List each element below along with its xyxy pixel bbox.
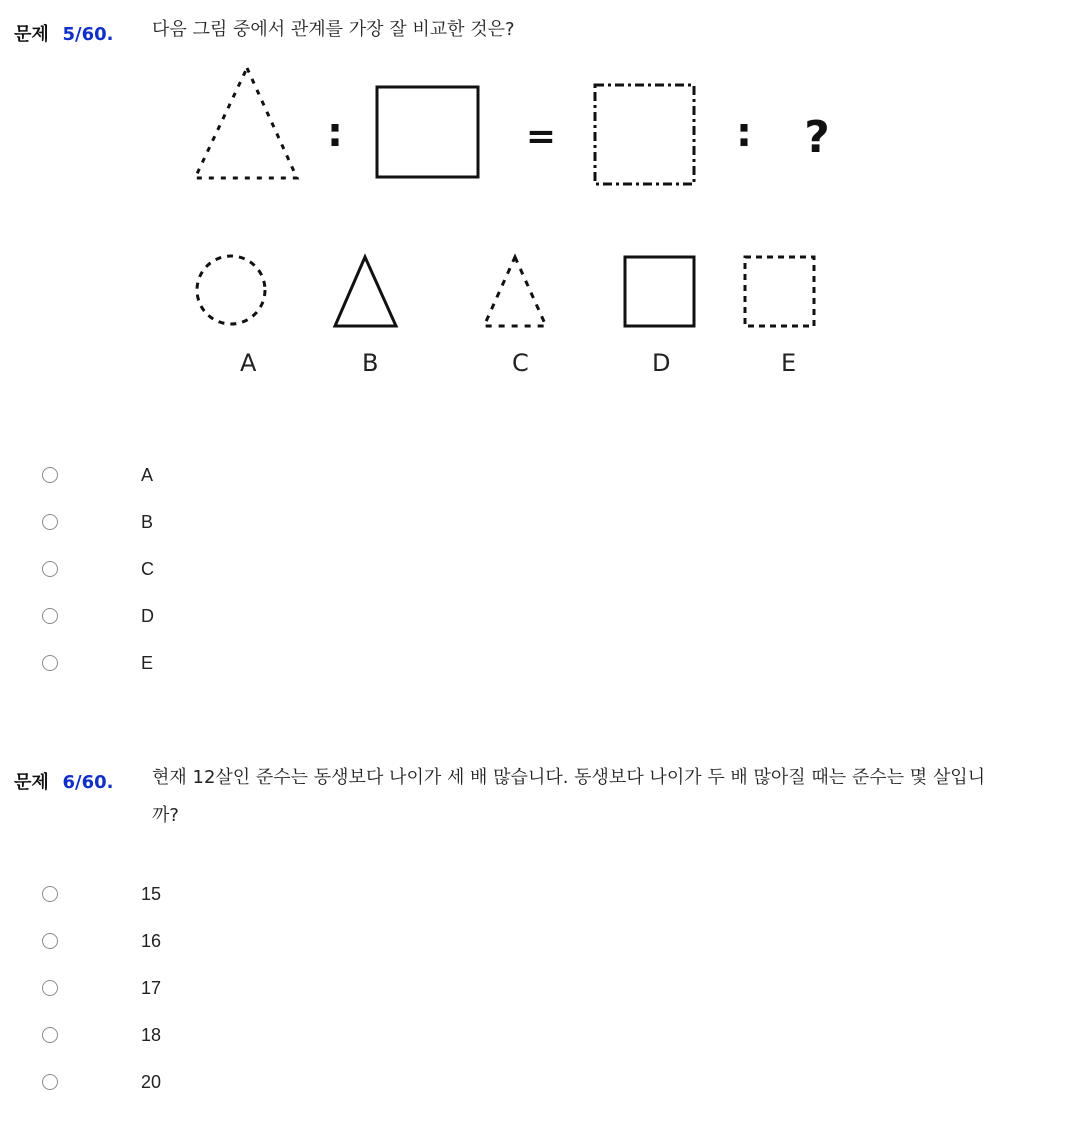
radio-button[interactable] xyxy=(42,608,58,624)
option-label[interactable]: 17 xyxy=(141,978,162,998)
solid-square-large xyxy=(377,87,478,177)
solid-triangle xyxy=(335,257,396,326)
figure-label-c: C xyxy=(512,349,529,377)
q6-option-16[interactable] xyxy=(0,933,600,969)
question-5-header xyxy=(14,20,114,46)
option-label[interactable]: D xyxy=(141,606,154,626)
radio-button[interactable] xyxy=(42,514,58,530)
question-label: 문제 xyxy=(14,24,49,45)
figure-label-b: B xyxy=(362,349,379,377)
option-label[interactable]: 20 xyxy=(141,1072,162,1092)
radio-button[interactable] xyxy=(42,980,58,996)
dashed-triangle-small xyxy=(484,257,546,326)
q6-option-18[interactable] xyxy=(0,1027,600,1063)
q6-option-15[interactable] xyxy=(0,886,600,922)
option-label[interactable]: 16 xyxy=(141,931,162,951)
radio-button[interactable] xyxy=(42,1027,58,1043)
option-label[interactable]: E xyxy=(141,653,154,673)
option-label[interactable]: 15 xyxy=(141,884,162,904)
q5-option-a[interactable] xyxy=(0,467,600,503)
option-label[interactable]: C xyxy=(141,559,154,579)
question-6-text-line2: 까? xyxy=(152,805,179,826)
dashed-square-small xyxy=(745,257,814,326)
q5-option-e[interactable] xyxy=(0,655,600,691)
colon-symbol: : xyxy=(327,110,343,156)
option-label[interactable]: 18 xyxy=(141,1025,162,1045)
option-label[interactable]: A xyxy=(141,465,154,485)
solid-square-small xyxy=(625,257,694,326)
question-6-header xyxy=(14,768,114,794)
radio-button[interactable] xyxy=(42,467,58,483)
colon-symbol-2: : xyxy=(736,110,752,156)
q5-option-b[interactable] xyxy=(0,514,600,550)
radio-button[interactable] xyxy=(42,655,58,671)
dashed-triangle-large xyxy=(195,68,297,178)
radio-button[interactable] xyxy=(42,886,58,902)
radio-button[interactable] xyxy=(42,933,58,949)
q6-option-17[interactable] xyxy=(0,980,600,1016)
question-6-text xyxy=(152,759,985,835)
option-label[interactable]: B xyxy=(141,512,154,532)
question-number: 5/60. xyxy=(62,24,114,45)
question-mark-symbol: ? xyxy=(804,112,830,163)
q5-option-d[interactable] xyxy=(0,608,600,644)
figure-label-a: A xyxy=(240,349,257,377)
question-5-text: 다음 그림 중에서 관계를 가장 잘 비교한 것은? xyxy=(152,19,515,40)
equals-symbol: = xyxy=(525,116,557,157)
dashed-circle xyxy=(197,256,265,324)
figure-label-e: E xyxy=(781,349,797,377)
question-number: 6/60. xyxy=(62,772,114,793)
question-5-figure xyxy=(152,60,872,405)
question-label: 문제 xyxy=(14,772,49,793)
radio-button[interactable] xyxy=(42,561,58,577)
q5-option-c[interactable] xyxy=(0,561,600,597)
dashed-square-large xyxy=(595,85,694,184)
question-6-text-line1: 현재 12살인 준수는 동생보다 나이가 세 배 많습니다. 동생보다 나이가 두 배 많아질 때는 준수는 몇 살입니 xyxy=(152,767,986,788)
radio-button[interactable] xyxy=(42,1074,58,1090)
figure-label-d: D xyxy=(652,349,671,377)
q6-option-20[interactable] xyxy=(0,1074,600,1110)
